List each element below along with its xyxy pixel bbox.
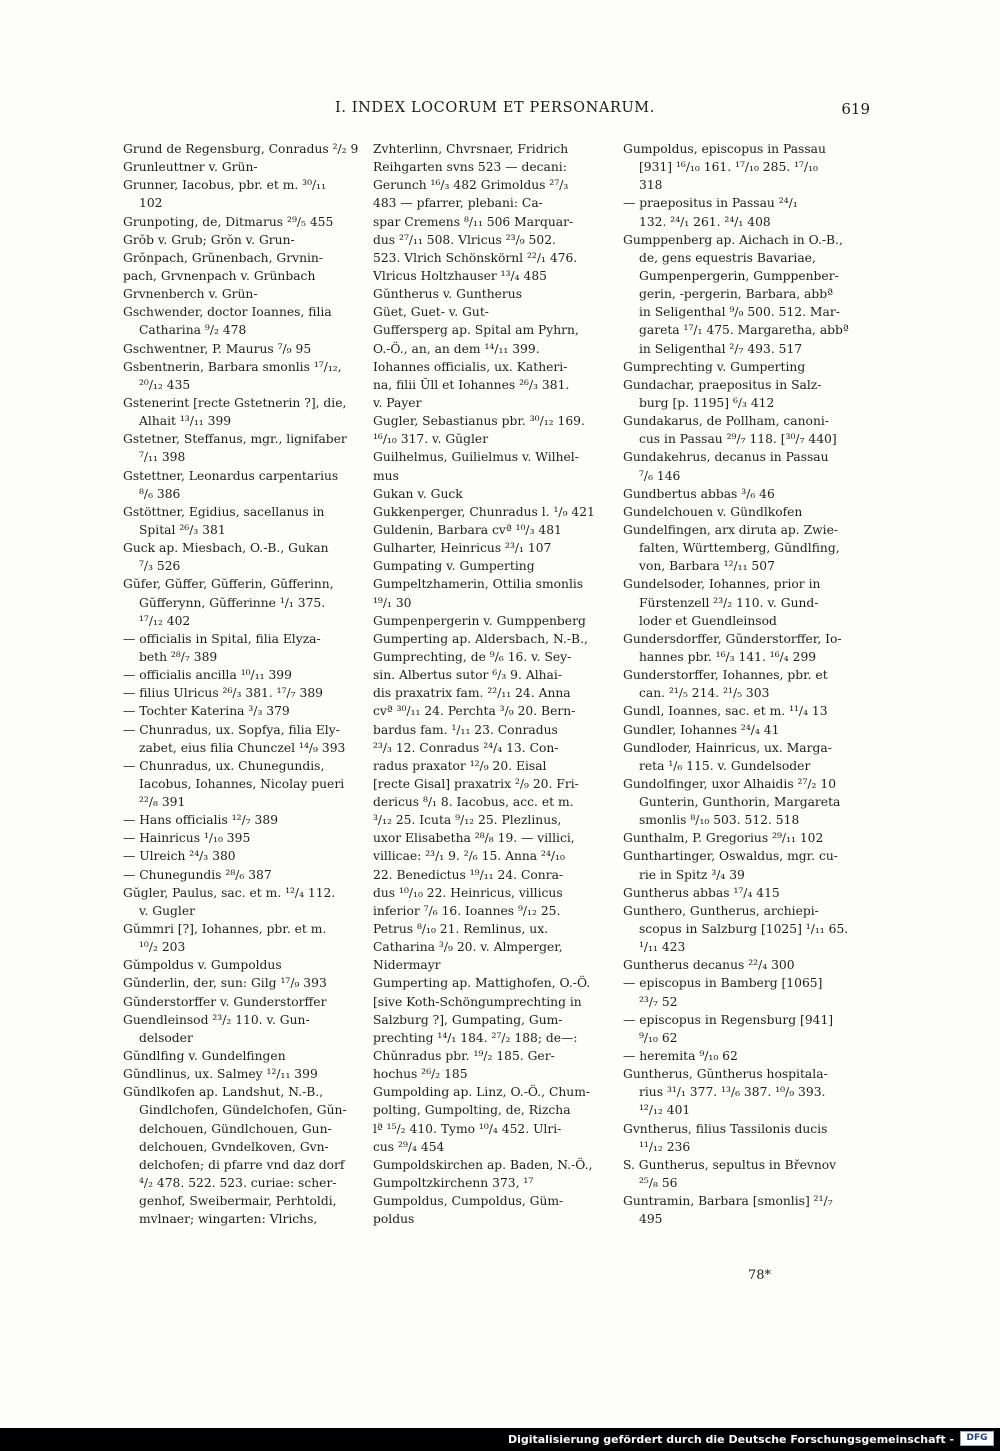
index-column-1: [123, 140, 368, 1228]
index-entry-line: Gŭnderlin, der, sun: Gilg ¹⁷/₉ 393: [123, 976, 327, 991]
index-entry-line: Gstenerint [recte Gstetnerin ?], die,: [123, 395, 347, 410]
index-entry-line: — episcopus in Regensburg [941]: [623, 1012, 834, 1027]
index-entry-line: ¹⁶/₁₀ 317. v. Gŭgler: [373, 432, 489, 447]
index-entry-line: Catharina ⁹/₂ 478: [139, 323, 247, 338]
index-entry-line: Reihgarten svns 523 — decani:: [373, 160, 567, 175]
index-entry-line: ⁸/₆ 386: [139, 486, 181, 501]
index-entry-line: Nidermayr: [373, 958, 441, 973]
index-entry-line: in Seligenthal ⁹/₉ 500. 512. Mar-: [639, 305, 840, 320]
index-entry-line: Gschwender, doctor Ioannes, filia: [123, 305, 332, 320]
index-entry-line: Petrus ⁸/₁₀ 21. Remlinus, ux.: [373, 922, 549, 937]
index-column-3: [623, 140, 868, 1228]
index-entry-line: ⁹/₁₀ 62: [639, 1030, 678, 1045]
index-entry-line: Gundloder, Hainricus, ux. Marga-: [623, 740, 832, 755]
index-entry-line: ³/₁₂ 25. Icuta ⁹/₁₂ 25. Plezlinus,: [373, 813, 562, 828]
index-entry-line: Gumpeltzhamerin, Ottilia smonlis: [373, 577, 584, 592]
index-entry-line: Gumperting ap. Mattighofen, O.-Ö.: [373, 976, 591, 991]
index-entry-line: Gschwentner, P. Maurus ⁷/₉ 95: [123, 341, 312, 356]
index-entry-line: Gumpating v. Gumperting: [373, 559, 535, 574]
index-entry-line: Grunner, Iacobus, pbr. et m. ³⁰/₁₁: [123, 178, 327, 193]
index-entry-line: Grund de Regensburg, Conradus ²/₂ 9: [123, 142, 359, 156]
index-entry-line: Gundbertus abbas ³/₆ 46: [623, 486, 775, 501]
index-entry-line: ¹²/₁₂ 401: [639, 1103, 691, 1118]
index-entry-line: Gundelsoder, Iohannes, prior in: [623, 577, 821, 592]
index-entry-line: prechting ¹⁴/₁ 184. ²⁷/₂ 188; de—:: [373, 1030, 578, 1045]
index-entry-line: bardus fam. ¹/₁₁ 23. Conradus: [373, 722, 558, 737]
dfg-logo-icon: DFG: [960, 1431, 994, 1446]
page-number: 619: [841, 100, 870, 118]
index-entry-line: Guntramin, Barbara [smonlis] ²¹/₇: [623, 1194, 833, 1209]
index-entry-line: Gstöttner, Egidius, sacellanus in: [123, 504, 325, 519]
index-entry-line: mus: [373, 468, 399, 483]
index-entry-line: Gundersdorffer, Gŭnderstorffer, Io-: [623, 631, 842, 646]
index-entry-line: burg [p. 1195] ⁶/₃ 412: [639, 395, 775, 410]
sheet-signature: 78*: [748, 1268, 772, 1283]
index-entry-line: ²⁵/₈ 56: [639, 1176, 678, 1191]
index-entry-line: Gundler, Iohannes ²⁴/₄ 41: [623, 722, 780, 737]
index-entry-line: sin. Albertus sutor ⁶/₃ 9. Alhai-: [373, 668, 562, 683]
index-entry-line: Guldenin, Barbara cvª ¹⁰/₃ 481: [373, 522, 562, 537]
index-entry-line: radus praxator ¹²/₉ 20. Eisal: [373, 758, 547, 773]
index-entry-line: Zvhterlinn, Chvrsnaer, Fridrich: [373, 142, 569, 156]
index-entry-line: rius ³¹/₁ 377. ¹³/₆ 387. ¹⁰/₉ 393.: [639, 1085, 826, 1100]
index-entry-line: hannes pbr. ¹⁶/₃ 141. ¹⁶/₄ 299: [639, 649, 817, 664]
index-entry-line: Gunthartinger, Oswaldus, mgr. cu-: [623, 849, 838, 864]
index-entry-line: ⁴/₂ 478. 522. 523. curiae: scher-: [139, 1176, 337, 1191]
index-entry-line: Gumpoldskirchen ap. Baden, N.-Ö.,: [373, 1157, 593, 1172]
index-entry-line: Iacobus, Iohannes, Nicolay pueri: [139, 776, 345, 791]
index-entry-line: ⁷/₁₁ 398: [139, 450, 186, 465]
index-entry-line: gareta ¹⁷/₁ 475. Margaretha, abbª: [639, 323, 849, 338]
index-entry-line: Gumppenberg ap. Aichach in O.-B.,: [623, 232, 843, 247]
index-entry-line: delchouen, Gvndelkoven, Gvn-: [139, 1139, 329, 1154]
index-entry-line: — filius Ulricus ²⁶/₃ 381. ¹⁷/₇ 389: [123, 686, 323, 701]
index-entry-line: Gŭfferynn, Gŭfferinne ¹/₁ 375.: [139, 595, 326, 610]
index-entry-line: Gumpoldus, episcopus in Passau: [623, 142, 826, 156]
index-entry-line: von, Barbara ¹²/₁₁ 507: [639, 559, 775, 574]
index-entry-line: 495: [639, 1212, 663, 1227]
index-entry-line: Catharina ³/₉ 20. v. Almperger,: [373, 940, 563, 955]
index-entry-line: ²³/₃ 12. Conradus ²⁴/₄ 13. Con-: [373, 740, 559, 755]
index-entry-line: smonlis ⁸/₁₀ 503. 512. 518: [639, 813, 800, 828]
index-entry-line: [sive Koth-Schöngumprechting in: [373, 994, 582, 1009]
index-entry-line: polting, Gumpolting, de, Rizcha: [373, 1103, 571, 1118]
index-entry-line: pach, Grvnenpach v. Grünbach: [123, 268, 316, 283]
index-column-2: [373, 140, 613, 1228]
index-entry-line: Iohannes officialis, ux. Katheri-: [373, 359, 568, 374]
index-entry-line: Gstettner, Leonardus carpentarius: [123, 468, 339, 483]
index-entry-line: Gumpoldus, Cumpoldus, Güm-: [373, 1194, 564, 1209]
index-entry-line: inferior ⁷/₆ 16. Ioannes ⁹/₁₂ 25.: [373, 903, 561, 918]
header-title: I. INDEX LOCORUM ET PERSONARUM.: [335, 100, 655, 116]
index-entry-line: [recte Gisal] praxatrix ²/₉ 20. Fri-: [373, 776, 579, 791]
index-entry-line: Gŭfer, Gŭffer, Gŭfferin, Gŭfferinn,: [123, 577, 334, 592]
index-entry-line: Gsbentnerin, Barbara smonlis ¹⁷/₁₂,: [123, 359, 342, 374]
index-entry-line: dus ²⁷/₁₁ 508. Vlricus ²³/₉ 502.: [373, 232, 556, 247]
index-entry-line: falten, Württemberg, Gŭndlfing,: [639, 541, 840, 556]
index-entry-line: Chŭnradus pbr. ¹⁹/₂ 185. Ger-: [373, 1049, 555, 1064]
index-entry-line: Gumpoltzkirchenn 373, ¹⁷: [373, 1176, 534, 1191]
index-entry-line: rie in Spitz ³/₄ 39: [639, 867, 745, 882]
index-entry-line: — heremita ⁹/₁₀ 62: [623, 1049, 738, 1064]
index-entry-line: ¹/₁₁ 423: [639, 940, 686, 955]
index-entry-line: Grunleuttner v. Grün-: [123, 160, 258, 175]
index-entry-line: mvlnaer; wingarten: Vlrichs,: [139, 1212, 318, 1227]
index-entry-line: in Seligenthal ²/₇ 493. 517: [639, 341, 803, 356]
index-entry-line: 483 — pfarrer, plebani: Ca-: [373, 196, 543, 211]
index-entry-line: Fürstenzell ²³/₂ 110. v. Gund-: [639, 595, 819, 610]
index-entry-line: Gumpolding ap. Linz, O.-Ö., Chum-: [373, 1085, 591, 1100]
index-entry-line: Grvnenberch v. Grün-: [123, 287, 258, 302]
index-entry-line: Gerunch ¹⁶/₃ 482 Grimoldus ²⁷/₃: [373, 178, 569, 193]
index-entry-line: v. Payer: [373, 395, 422, 410]
index-entry-line: Grŏnpach, Grŭnenbach, Grvnin-: [123, 250, 323, 265]
index-entry-line: Gundl, Ioannes, sac. et m. ¹¹/₄ 13: [623, 704, 828, 719]
index-entry-line: ¹⁷/₁₂ 402: [139, 613, 191, 628]
index-entry-line: cus in Passau ²⁹/₇ 118. [³⁰/₇ 440]: [639, 432, 837, 447]
index-entry-line: Gŭmpoldus v. Gumpoldus: [123, 958, 282, 973]
index-entry-line: Gunthalm, P. Gregorius ²⁹/₁₁ 102: [623, 831, 824, 846]
index-entry-line: Guffersperg ap. Spital am Pyhrn,: [373, 323, 579, 338]
index-entry-line: dis praxatrix fam. ²²/₁₁ 24. Anna: [373, 686, 571, 701]
index-entry-line: Gumpenpergerin, Gumppenber-: [639, 268, 839, 283]
index-entry-line: — Hans officialis ¹²/₇ 389: [123, 813, 279, 828]
index-entry-line: gerin, -pergerin, Barbara, abbª: [639, 287, 833, 302]
index-entry-line: ⁷/₆ 146: [639, 468, 681, 483]
index-entry-line: Gundakarus, de Pollham, canoni-: [623, 414, 829, 429]
index-entry-line: can. ²¹/₅ 214. ²¹/₅ 303: [639, 686, 770, 701]
index-entry-line: — Tochter Katerina ³/₃ 379: [123, 704, 290, 719]
index-entry-line: ²⁰/₁₂ 435: [139, 377, 191, 392]
index-entry-line: — praepositus in Passau ²⁴/₁: [623, 196, 798, 211]
index-entry-line: 318: [639, 178, 663, 193]
index-entry-line: — episcopus in Bamberg [1065]: [623, 976, 823, 991]
index-entry-line: S. Guntherus, sepultus in Břevnov: [623, 1157, 837, 1172]
index-entry-line: O.-Ö., an, an dem ¹⁴/₁₁ 399.: [373, 341, 540, 356]
index-entry-line: dericus ⁸/₁ 8. Iacobus, acc. et m.: [373, 795, 574, 810]
index-entry-line: Gŭntherus v. Guntherus: [373, 287, 523, 302]
index-entry-line: — Chunradus, ux. Chunegundis,: [123, 758, 325, 773]
index-entry-line: Gumperting ap. Aldersbach, N.-B.,: [373, 631, 588, 646]
index-entry-line: Grunpoting, de, Ditmarus ²⁹/₅ 455: [123, 214, 334, 229]
index-entry-line: delchofen; di pfarre vnd daz dorf: [139, 1157, 345, 1172]
index-entry-line: Gŭnderstorffer v. Gunderstorffer: [123, 994, 327, 1009]
index-entry-line: Gundolfinger, uxor Alhaidis ²⁷/₂ 10: [623, 776, 837, 791]
index-entry-line: — Chunegundis ²⁸/₆ 387: [123, 867, 272, 882]
index-entry-line: Gŭmmri [?], Iohannes, pbr. et m.: [123, 922, 327, 937]
index-entry-line: Gukan v. Guck: [373, 486, 463, 501]
index-entry-line: 132. ²⁴/₁ 261. ²⁴/₁ 408: [639, 214, 771, 229]
index-entry-line: Gumprechting, de ⁹/₆ 16. v. Sey-: [373, 649, 572, 664]
index-entry-line: 22. Benedictus ¹⁹/₁₁ 24. Conra-: [373, 867, 564, 882]
index-entry-line: ²³/₇ 52: [639, 994, 678, 1009]
index-entry-line: Gŭndlfing v. Gundelfingen: [123, 1049, 286, 1064]
index-entry-line: Gundelchouen v. Gündlkofen: [623, 504, 803, 519]
index-entry-line: Gumprechting v. Gumperting: [623, 359, 806, 374]
index-entry-line: Gukkenperger, Chunradus l. ¹/₉ 421: [373, 504, 595, 519]
index-entry-line: dus ¹⁰/₁₀ 22. Heinricus, villicus: [373, 885, 563, 900]
index-entry-line: loder et Guendleinsod: [639, 613, 777, 628]
index-entry-line: Guck ap. Miesbach, O.-B., Gukan: [123, 541, 329, 556]
index-entry-line: Gunderstorffer, Iohannes, pbr. et: [623, 668, 828, 683]
index-entry-line: Gunthero, Guntherus, archiepi-: [623, 903, 819, 918]
index-entry-line: Guntherus, Gŭntherus hospitala-: [623, 1067, 828, 1082]
index-entry-line: scopus in Salzburg [1025] ¹/₁₁ 65.: [639, 922, 849, 937]
index-entry-line: Guendleinsod ²³/₂ 110. v. Gun-: [123, 1012, 310, 1027]
index-entry-line: delsoder: [139, 1030, 193, 1045]
index-entry-line: genhof, Sweibermair, Perhtoldi,: [139, 1194, 337, 1209]
index-entry-line: 102: [139, 196, 163, 211]
index-entry-line: Vlricus Holtzhauser ¹³/₄ 485: [373, 268, 547, 283]
index-entry-line: Spital ²⁶/₃ 381: [139, 522, 226, 537]
index-entry-line: ¹⁹/₁ 30: [373, 595, 412, 610]
index-entry-line: Gundelfingen, arx diruta ap. Zwie-: [623, 522, 839, 537]
index-entry-line: — Hainricus ¹/₁₀ 395: [123, 831, 251, 846]
index-entry-line: hochus ²⁶/₂ 185: [373, 1067, 468, 1082]
index-entry-line: spar Cremens ⁸/₁₁ 506 Marquar-: [373, 214, 574, 229]
index-entry-line: Gumpenpergerin v. Gumppenberg: [373, 613, 586, 628]
index-entry-line: ⁷/₃ 526: [139, 559, 181, 574]
index-entry-line: Guntherus abbas ¹⁷/₄ 415: [623, 885, 780, 900]
index-entry-line: [931] ¹⁶/₁₀ 161. ¹⁷/₁₀ 285. ¹⁷/₁₀: [639, 160, 818, 175]
index-entry-line: Gundachar, praepositus in Salz-: [623, 377, 822, 392]
index-entry-line: Gŭndlinus, ux. Salmey ¹²/₁₁ 399: [123, 1067, 318, 1082]
index-entry-line: lª ¹⁵/₂ 410. Tymo ¹⁰/₄ 452. Ulri-: [373, 1121, 562, 1136]
index-entry-line: — officialis in Spital, filia Elyza-: [123, 631, 321, 646]
index-entry-line: Guilhelmus, Guilielmus v. Wilhel-: [373, 450, 579, 465]
funding-notice: Digitalisierung gefördert durch die Deutsche Forschungsgemeinschaft -: [507, 1433, 954, 1446]
index-entry-line: Gunterin, Gunthorin, Margareta: [639, 795, 841, 810]
index-entry-line: de, gens equestris Bavariae,: [639, 250, 816, 265]
index-entry-line: — Ulreich ²⁴/₃ 380: [123, 849, 236, 864]
index-entry-line: Güet, Guet- v. Gut-: [373, 305, 489, 320]
index-entry-line: Grŏb v. Grub; Grŏn v. Grun-: [123, 232, 295, 247]
index-entry-line: uxor Elisabetha ²⁸/₈ 19. — villici,: [373, 831, 575, 846]
index-entry-line: 523. Vlrich Schönskörnl ²²/₁ 476.: [373, 250, 578, 265]
index-entry-line: Gstetner, Steffanus, mgr., lignifaber: [123, 432, 347, 447]
index-entry-line: poldus: [373, 1212, 415, 1227]
index-entry-line: — Chunradus, ux. Sopfya, filia Ely-: [123, 722, 340, 737]
index-entry-line: ¹¹/₁₂ 236: [639, 1139, 691, 1154]
index-entry-line: villicae: ²³/₁ 9. ²/₆ 15. Anna ²⁴/₁₀: [373, 849, 565, 864]
index-entry-line: — officialis ancilla ¹⁰/₁₁ 399: [123, 668, 292, 683]
index-entry-line: Alhait ¹³/₁₁ 399: [139, 414, 232, 429]
index-entry-line: ²²/₈ 391: [139, 795, 186, 810]
index-entry-line: Gvntherus, filius Tassilonis ducis: [623, 1121, 828, 1136]
index-entry-line: Guntherus decanus ²²/₄ 300: [623, 958, 795, 973]
index-entry-line: ¹⁰/₂ 203: [139, 940, 186, 955]
index-entry-line: Gŭgler, Paulus, sac. et m. ¹²/₄ 112.: [123, 885, 336, 900]
running-header: [0, 100, 1000, 122]
index-entry-line: Gugler, Sebastianus pbr. ³⁰/₁₂ 169.: [373, 414, 585, 429]
index-entry-line: Gundakehrus, decanus in Passau: [623, 450, 829, 465]
index-entry-line: Gŭndlkofen ap. Landshut, N.-B.,: [123, 1085, 324, 1100]
index-entry-line: zabet, eius filia Chunczel ¹⁴/₉ 393: [139, 740, 346, 755]
index-entry-line: Gulharter, Heinricus ²³/₁ 107: [373, 541, 552, 556]
index-entry-line: reta ¹/₆ 115. v. Gundelsoder: [639, 758, 811, 773]
index-entry-line: v. Gugler: [139, 903, 196, 918]
index-entry-line: cus ²⁹/₄ 454: [373, 1139, 445, 1154]
index-entry-line: delchouen, Gündlchouen, Gun-: [139, 1121, 332, 1136]
index-entry-line: beth ²⁸/₇ 389: [139, 649, 218, 664]
index-entry-line: cvª ³⁰/₁₁ 24. Perchta ³/₉ 20. Bern-: [373, 704, 576, 719]
index-entry-line: Gindlchofen, Gündelchofen, Gŭn-: [139, 1103, 347, 1118]
footer-bar: [0, 1428, 1000, 1451]
index-entry-line: Salzburg ?], Gumpating, Gum-: [373, 1012, 563, 1027]
index-entry-line: na, filii Ŭll et Iohannes ²⁶/₃ 381.: [373, 377, 570, 392]
